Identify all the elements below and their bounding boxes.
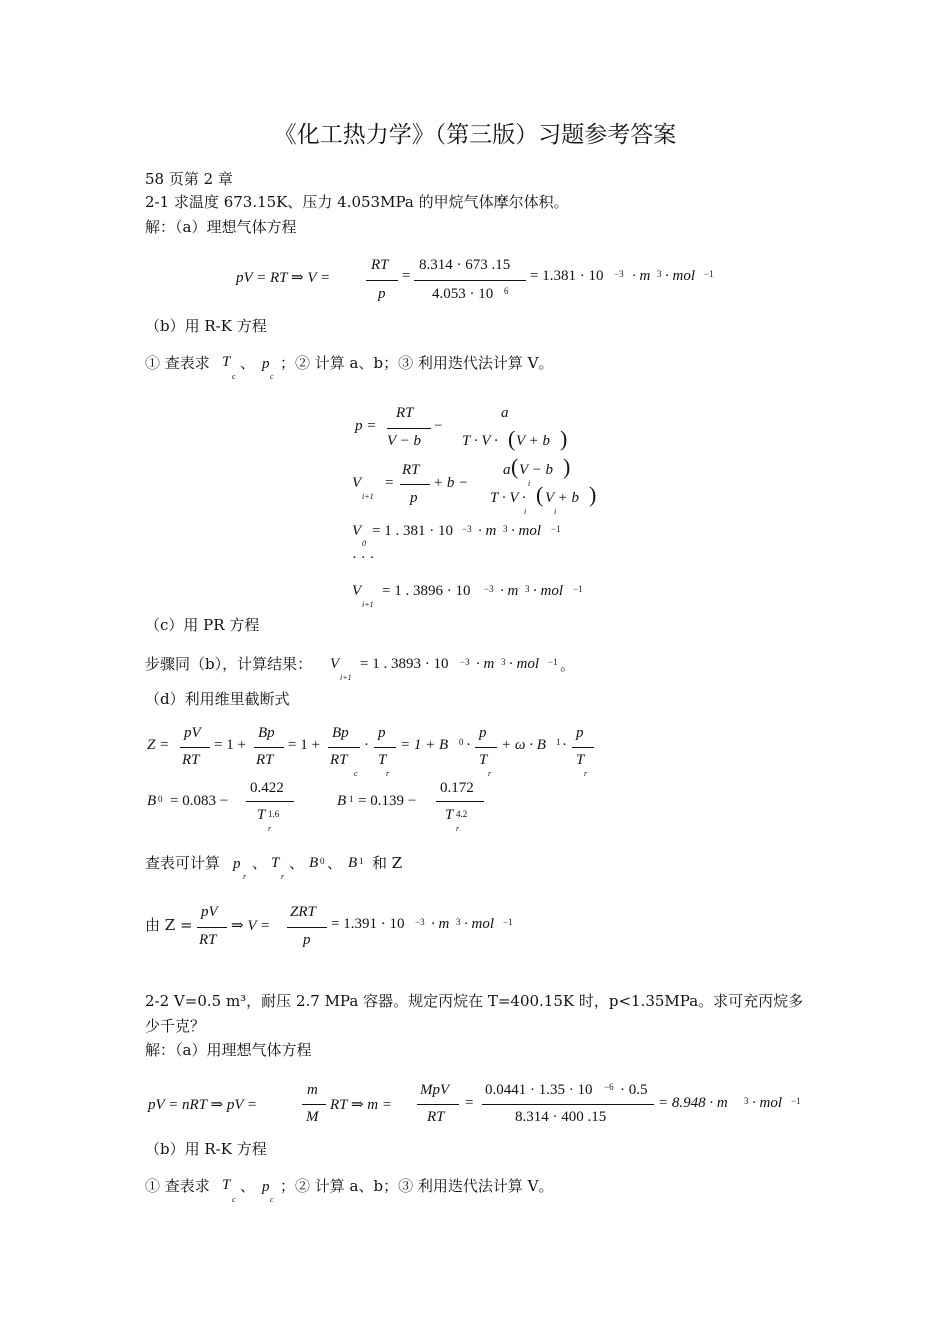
solution-a-heading: 解：（a）理想气体方程	[145, 218, 297, 236]
solution-c-heading: （c）用 PR 方程	[145, 616, 260, 634]
page-title: 《化工热力学》（第三版）习题参考答案	[273, 122, 677, 148]
solution-b-heading: （b）用 R-K 方程	[145, 317, 267, 335]
ellipsis: · · ·	[352, 550, 375, 566]
solution-2-2-b-heading: （b）用 R-K 方程	[145, 1140, 267, 1158]
solution-d-heading: （d）利用维里截断式	[145, 690, 290, 708]
problem-2-2-line-1: 2-2 V=0.5 m³，耐压 2.7 MPa 容器。规定丙烷在 T=400.15K 时，p<1.35MPa。求可充丙烷多	[145, 992, 804, 1010]
problem-2-1: 2-1 求温度 673.15K、压力 4.053MPa 的甲烷气体摩尔体积。	[145, 193, 569, 211]
problem-2-2-line-2: 少千克？	[145, 1017, 206, 1035]
chapter-label: 58 页第 2 章	[145, 170, 233, 188]
solution-2-2-a-heading: 解：（a）用理想气体方程	[145, 1041, 312, 1059]
